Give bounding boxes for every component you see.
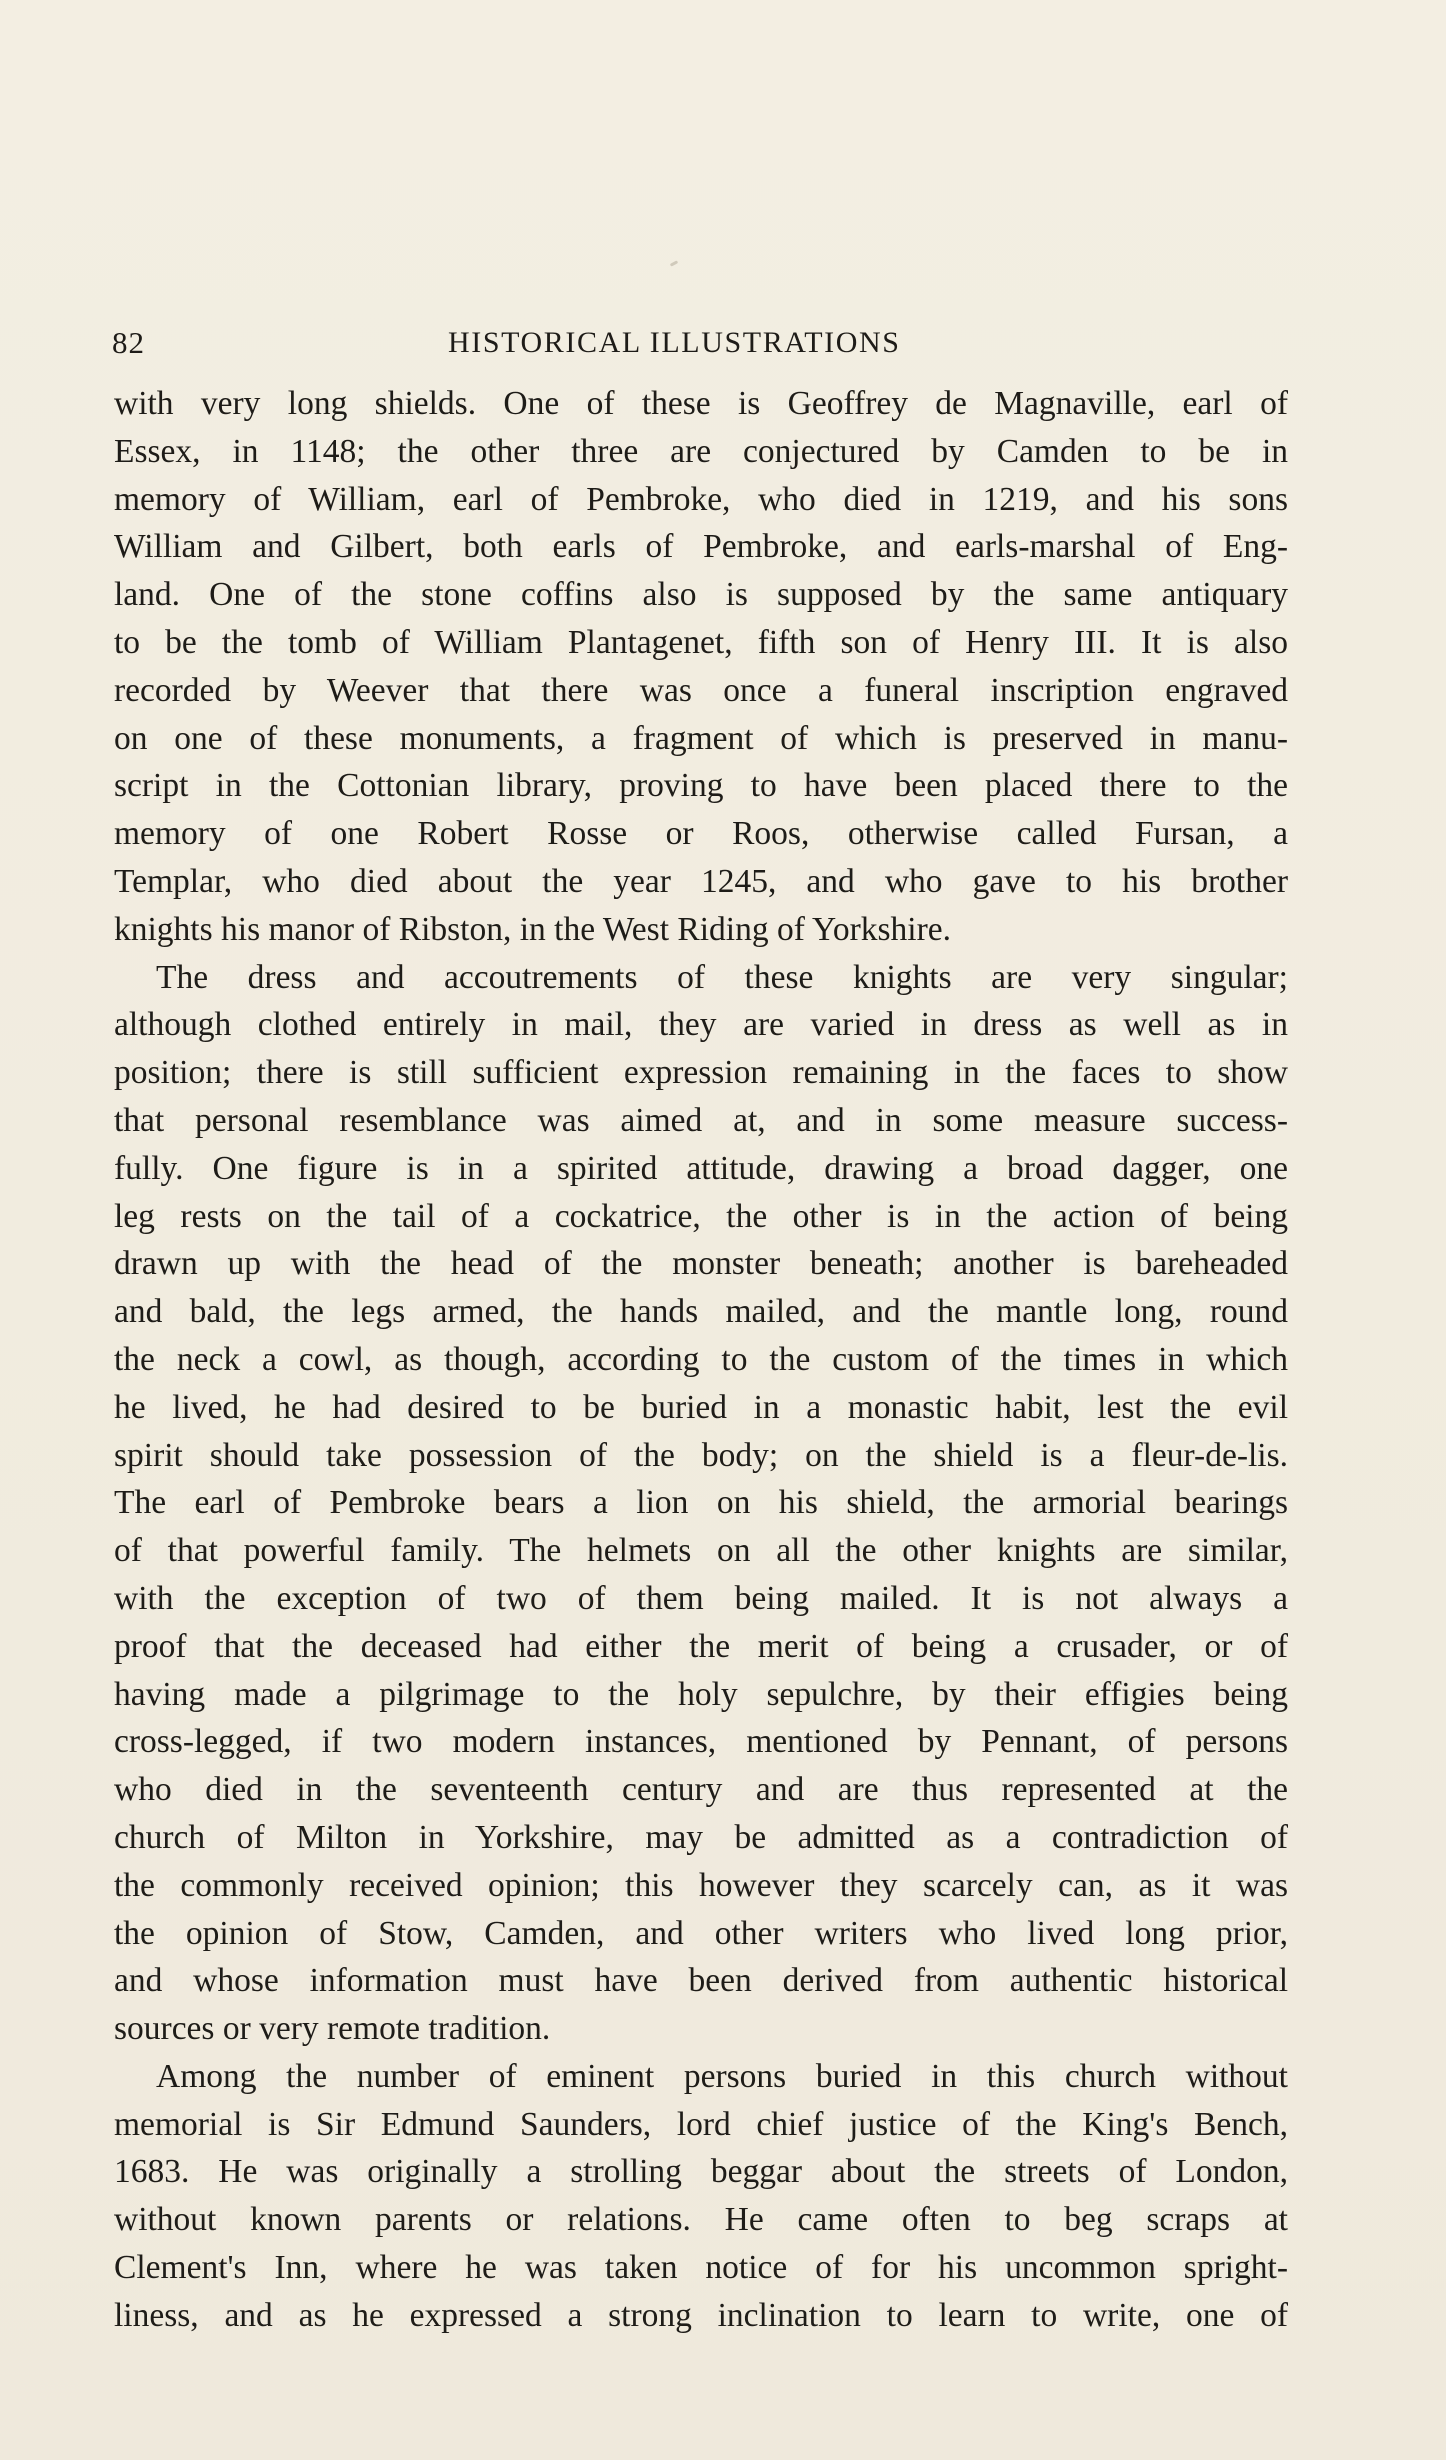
text-line: proof that the deceased had either the merit of being a crusader, or of — [114, 1627, 1288, 1665]
text-line: liness, and as he expressed a strong inclination to learn to write, one of — [114, 2296, 1288, 2334]
text-line: on one of these monuments, a fragment of which is preserved in manu- — [114, 719, 1288, 757]
page-speck — [670, 260, 678, 266]
text-line: without known parents or relations. He came often to beg scraps at — [114, 2201, 1288, 2239]
text-line: recorded by Weever that there was once a funeral inscription engraved — [114, 671, 1288, 709]
text-line: having made a pilgrimage to the holy sepulchre, by their effigies being — [114, 1675, 1288, 1713]
paragraph-start-line: The dress and accoutrements of these knights are very singular; — [156, 958, 1288, 996]
text-line: Essex, in 1148; the other three are conjectured by Camden to be in — [114, 432, 1288, 470]
text-line: church of Milton in Yorkshire, may be admitted as a contradiction of — [114, 1818, 1288, 1856]
text-line: William and Gilbert, both earls of Pembroke, and earls-marshal of Eng- — [114, 528, 1288, 566]
text-line: Templar, who died about the year 1245, and who gave to his brother — [114, 862, 1288, 900]
text-body — [114, 380, 1288, 2340]
text-line: and bald, the legs armed, the hands mailed, and the mantle long, round — [114, 1293, 1288, 1331]
text-line: knights his manor of Ribston, in the West Riding of Yorkshire. — [114, 910, 951, 948]
text-line: spirit should take possession of the body; on the shield is a fleur-de-lis. — [114, 1436, 1288, 1474]
text-line: memory of one Robert Rosse or Roos, otherwise called Fursan, a — [114, 815, 1288, 853]
text-line: memory of William, earl of Pembroke, who died in 1219, and his sons — [114, 480, 1288, 518]
page-number: 82 — [112, 325, 145, 360]
paragraph-start-line: Among the number of eminent persons buried in this church without — [156, 2057, 1288, 2095]
text-line: The earl of Pembroke bears a lion on his shield, the armorial bearings — [114, 1484, 1288, 1522]
text-line: drawn up with the head of the monster beneath; another is bareheaded — [114, 1245, 1288, 1283]
text-line: land. One of the stone coffins also is supposed by the same antiquary — [114, 576, 1288, 614]
text-line: the opinion of Stow, Camden, and other writers who lived long prior, — [114, 1914, 1288, 1952]
text-line: leg rests on the tail of a cockatrice, the other is in the action of being — [114, 1197, 1288, 1235]
text-line: fully. One figure is in a spirited attitude, drawing a broad dagger, one — [114, 1149, 1288, 1187]
text-line: position; there is still sufficient expression remaining in the faces to show — [114, 1054, 1288, 1092]
text-line: cross-legged, if two modern instances, mentioned by Pennant, of persons — [114, 1723, 1288, 1761]
text-line: who died in the seventeenth century and are thus represented at the — [114, 1771, 1288, 1809]
text-line: although clothed entirely in mail, they are varied in dress as well as in — [114, 1006, 1288, 1044]
text-line: the neck a cowl, as though, according to the custom of the times in which — [114, 1340, 1288, 1378]
running-title: HISTORICAL ILLUSTRATIONS — [448, 326, 901, 359]
text-line: with the exception of two of them being mailed. It is not always a — [114, 1579, 1288, 1617]
text-line: to be the tomb of William Plantagenet, fifth son of Henry III. It is also — [114, 623, 1288, 661]
running-head — [112, 318, 1292, 368]
text-line: memorial is Sir Edmund Saunders, lord chief justice of the King's Bench, — [114, 2105, 1288, 2143]
text-line: 1683. He was originally a strolling beggar about the streets of London, — [114, 2153, 1288, 2191]
text-line: and whose information must have been derived from authentic historical — [114, 1962, 1288, 2000]
text-line: sources or very remote tradition. — [114, 2010, 551, 2048]
text-line: he lived, he had desired to be buried in a monastic habit, lest the evil — [114, 1388, 1288, 1426]
text-line: that personal resemblance was aimed at, and in some measure success- — [114, 1101, 1288, 1139]
text-line: Clement's Inn, where he was taken notice of for his uncommon spright- — [114, 2249, 1288, 2287]
text-line: of that powerful family. The helmets on all the other knights are similar, — [114, 1532, 1288, 1570]
text-line: script in the Cottonian library, proving to have been placed there to the — [114, 767, 1288, 805]
text-line: with very long shields. One of these is Geoffrey de Magnaville, earl of — [114, 385, 1288, 422]
text-line: the commonly received opinion; this however they scarcely can, as it was — [114, 1866, 1288, 1904]
